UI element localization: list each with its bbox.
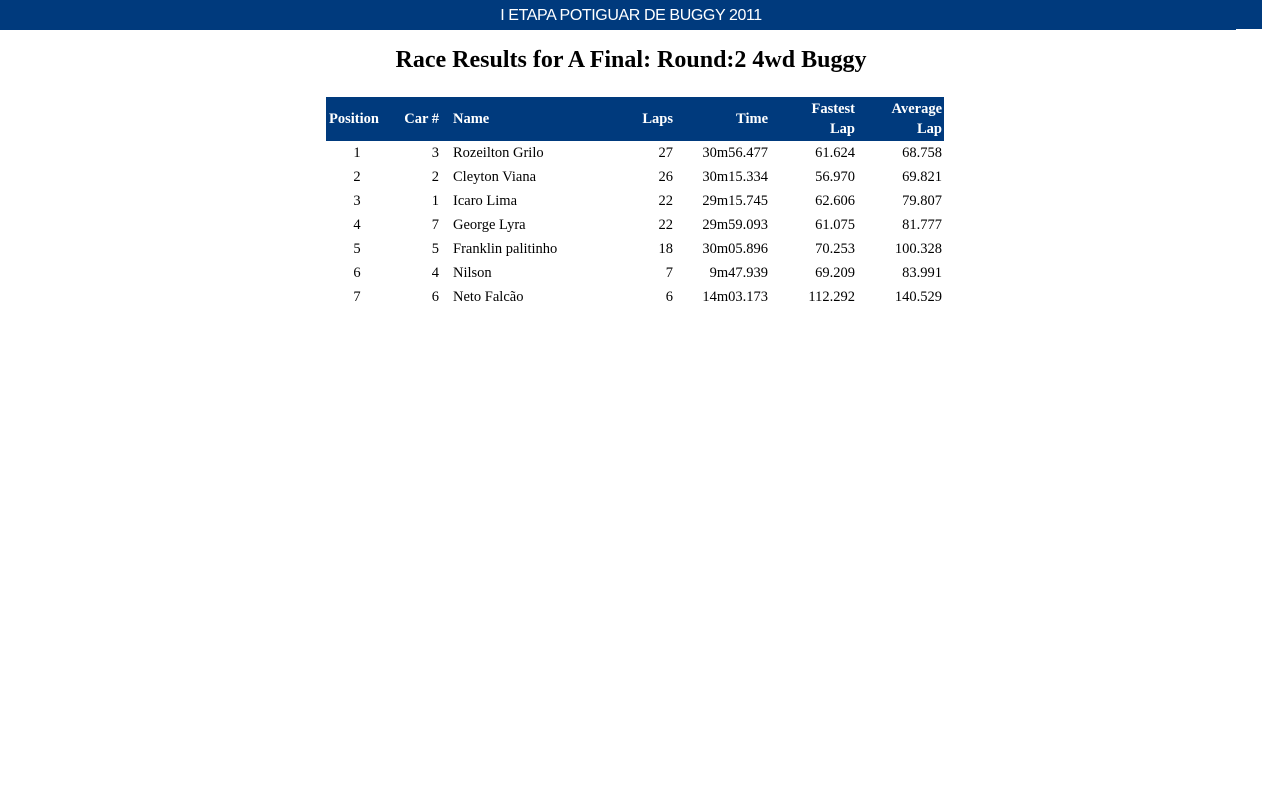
cell-name: Nilson <box>453 264 492 281</box>
banner-title: I ETAPA POTIGUAR DE BUGGY 2011 <box>500 7 762 24</box>
column-header-fastest-lap-line2: Lap <box>830 121 855 137</box>
table-row <box>326 285 944 309</box>
cell-name: Franklin palitinho <box>453 240 558 257</box>
cell-fastest-lap: 112.292 <box>808 288 855 305</box>
column-header-position: Position <box>326 97 387 141</box>
table-header-row <box>326 97 944 141</box>
table-row <box>326 237 944 261</box>
table-row <box>326 189 944 213</box>
column-header-time: Time <box>675 97 770 141</box>
cell-position: 5 <box>353 240 361 257</box>
cell-laps: 18 <box>658 240 673 257</box>
cell-position: 7 <box>353 288 361 305</box>
table-row <box>326 213 944 237</box>
cell-fastest-lap: 61.075 <box>815 216 855 233</box>
results-table <box>326 97 944 309</box>
cell-fastest-lap: 70.253 <box>815 240 855 257</box>
column-header-average-lap <box>857 97 944 141</box>
cell-laps: 7 <box>665 264 673 281</box>
cell-time: 29m59.093 <box>702 216 768 233</box>
column-header-average-lap-line1: Average <box>891 101 942 117</box>
cell-average-lap: 140.529 <box>894 288 942 305</box>
cell-position: 4 <box>353 216 361 233</box>
cell-time: 30m56.477 <box>702 144 768 161</box>
column-header-car: Car # <box>387 97 445 141</box>
header-banner-edge <box>0 29 1236 30</box>
cell-laps: 27 <box>658 144 673 161</box>
cell-name: Icaro Lima <box>453 192 518 209</box>
column-header-name: Name <box>445 97 614 141</box>
cell-laps: 6 <box>665 288 673 305</box>
cell-position: 3 <box>353 192 361 209</box>
cell-average-lap: 69.821 <box>902 168 942 185</box>
cell-time: 14m03.173 <box>702 288 768 305</box>
table-row <box>326 141 944 165</box>
cell-fastest-lap: 69.209 <box>815 264 855 281</box>
column-header-laps: Laps <box>614 97 675 141</box>
cell-car: 2 <box>431 168 439 185</box>
column-header-average-lap-line2: Lap <box>917 121 942 137</box>
cell-time: 30m15.334 <box>702 168 768 185</box>
cell-average-lap: 79.807 <box>902 192 942 209</box>
cell-time: 29m15.745 <box>702 192 768 209</box>
cell-position: 2 <box>353 168 361 185</box>
cell-name: Neto Falcão <box>453 288 524 305</box>
cell-name: George Lyra <box>453 216 526 233</box>
cell-position: 1 <box>353 144 361 161</box>
cell-fastest-lap: 61.624 <box>815 144 855 161</box>
cell-position: 6 <box>353 264 361 281</box>
cell-name: Rozeilton Grilo <box>453 144 544 161</box>
table-row <box>326 261 944 285</box>
column-header-fastest-lap-line1: Fastest <box>811 101 855 117</box>
cell-fastest-lap: 62.606 <box>815 192 855 209</box>
cell-laps: 22 <box>658 192 673 209</box>
cell-laps: 26 <box>658 168 673 185</box>
cell-car: 5 <box>431 240 439 257</box>
cell-car: 3 <box>431 144 439 161</box>
cell-average-lap: 68.758 <box>902 144 942 161</box>
cell-car: 7 <box>431 216 439 233</box>
header-banner-notch <box>1236 29 1262 30</box>
column-header-fastest-lap <box>770 97 857 141</box>
page-title: Race Results for A Final: Round:2 4wd Buggy <box>395 47 867 73</box>
cell-average-lap: 83.991 <box>902 264 942 281</box>
cell-laps: 22 <box>658 216 673 233</box>
table-row <box>326 165 944 189</box>
cell-fastest-lap: 56.970 <box>815 168 855 185</box>
cell-car: 4 <box>431 264 439 281</box>
cell-average-lap: 81.777 <box>902 216 942 233</box>
cell-car: 1 <box>431 192 439 209</box>
cell-time: 9m47.939 <box>709 264 768 281</box>
cell-car: 6 <box>431 288 439 305</box>
cell-time: 30m05.896 <box>702 240 768 257</box>
cell-name: Cleyton Viana <box>453 168 537 185</box>
cell-average-lap: 100.328 <box>894 240 942 257</box>
